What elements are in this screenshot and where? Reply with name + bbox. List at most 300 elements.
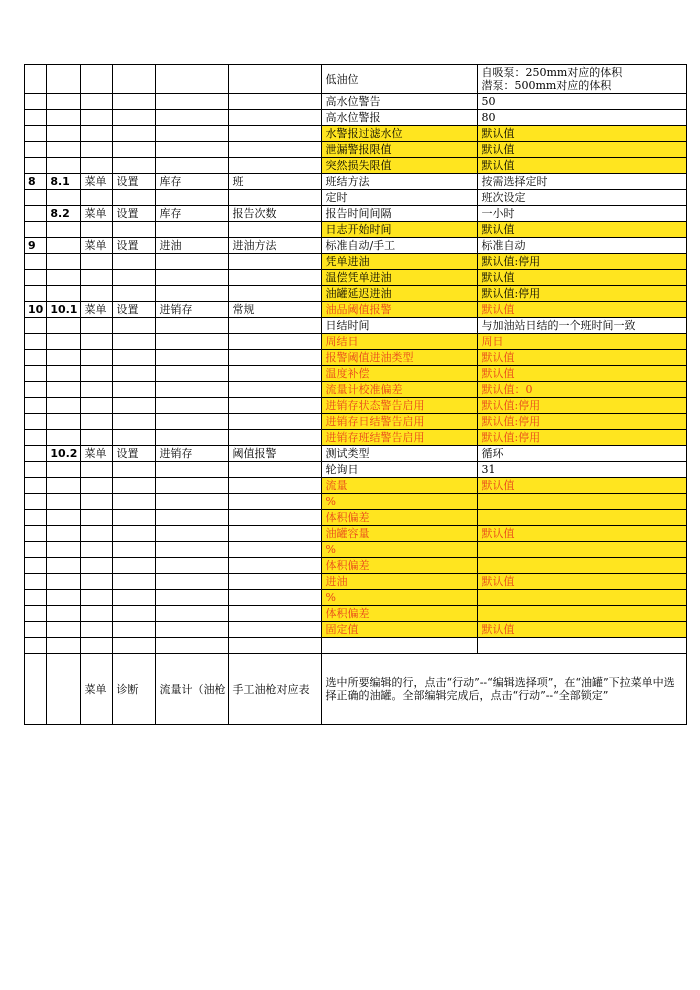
param-cell: 温偿凭单进油 [322, 270, 478, 286]
cell-col3 [113, 542, 156, 558]
cell-col3 [113, 462, 156, 478]
value-cell: 默认值 [478, 574, 687, 590]
table-row [25, 270, 687, 286]
cell-col1 [47, 478, 81, 494]
table-row [25, 302, 687, 318]
cell-col3: 设置 [113, 238, 156, 254]
cell-col5 [229, 622, 322, 638]
cell-col1 [47, 382, 81, 398]
table-row [25, 174, 687, 190]
cell-col5: 报告次数 [229, 206, 322, 222]
cell-col1 [47, 270, 81, 286]
cell-col4 [156, 254, 229, 270]
cell-col4 [156, 126, 229, 142]
cell-col3 [113, 126, 156, 142]
cell-col2 [81, 366, 113, 382]
value-cell: 默认值 [478, 478, 687, 494]
value-cell: 默认值 [478, 158, 687, 174]
value-cell [478, 606, 687, 622]
value-cell [478, 542, 687, 558]
table-row [25, 558, 687, 574]
cell-col0 [25, 350, 47, 366]
cell-col0 [25, 286, 47, 302]
cell-col4 [156, 414, 229, 430]
cell-col3 [113, 350, 156, 366]
cell-col1 [47, 238, 81, 254]
cell-col3 [113, 622, 156, 638]
cell-col4 [156, 334, 229, 350]
param-cell: 报告时间间隔 [322, 206, 478, 222]
param-cell: 日结时间 [322, 318, 478, 334]
cell-col4 [156, 398, 229, 414]
param-cell: 低油位 [322, 65, 478, 94]
cell-col2 [81, 526, 113, 542]
cell-col2 [81, 574, 113, 590]
param-cell: 水警报过滤水位 [322, 126, 478, 142]
cell-col0 [25, 526, 47, 542]
cell-col0: 10 [25, 302, 47, 318]
param-cell: 高水位警报 [322, 110, 478, 126]
cell-col5: 班 [229, 174, 322, 190]
cell-col1: 8.2 [47, 206, 81, 222]
cell-col2 [81, 110, 113, 126]
cell-col3: 设置 [113, 174, 156, 190]
cell-col2 [81, 270, 113, 286]
cell-col0 [25, 142, 47, 158]
param-cell: % [322, 590, 478, 606]
config-table [24, 64, 687, 725]
cell-col0 [25, 110, 47, 126]
cell-col5 [229, 286, 322, 302]
cell-col3 [113, 558, 156, 574]
param-cell: 班结方法 [322, 174, 478, 190]
cell-col3 [113, 526, 156, 542]
cell-col0 [25, 126, 47, 142]
cell-col2 [81, 398, 113, 414]
table-row [25, 478, 687, 494]
cell-col0 [25, 446, 47, 462]
cell-col2 [81, 334, 113, 350]
value-cell: 默认值 [478, 270, 687, 286]
cell-col4: 进销存 [156, 302, 229, 318]
table-row [25, 238, 687, 254]
value-cell: 默认值 [478, 622, 687, 638]
cell-col1 [47, 350, 81, 366]
cell-col2 [81, 222, 113, 238]
cell-col2 [81, 286, 113, 302]
cell-col4 [156, 510, 229, 526]
cell-col1 [47, 366, 81, 382]
cell-col5 [229, 65, 322, 94]
param-cell: 进销存日结警告启用 [322, 414, 478, 430]
cell-col4 [156, 142, 229, 158]
cell-col1: 10.2 [47, 446, 81, 462]
cell-col2 [81, 254, 113, 270]
cell-col5 [229, 462, 322, 478]
cell-col0 [25, 222, 47, 238]
instruction-note: 选中所要编辑的行，点击“行动”--“编辑选择项”，在“油罐”下拉菜单中选择正确的油罐。全部编辑完成后，点击“行动”--“全部锁定” [322, 654, 687, 725]
value-cell: 默认值 [478, 142, 687, 158]
cell-col1 [47, 110, 81, 126]
cell-col1 [47, 462, 81, 478]
cell-col4 [156, 190, 229, 206]
cell-col2 [81, 350, 113, 366]
value-cell: 50 [478, 94, 687, 110]
cell-col3: 设置 [113, 446, 156, 462]
cell-col4 [156, 542, 229, 558]
cell-col1 [47, 526, 81, 542]
cell-col2 [81, 558, 113, 574]
cell-col4 [156, 65, 229, 94]
cell-col1 [47, 334, 81, 350]
cell-col2 [81, 382, 113, 398]
cell-col5 [229, 350, 322, 366]
cell-col5 [229, 494, 322, 510]
cell-col4 [156, 366, 229, 382]
cell-col2 [81, 190, 113, 206]
cell-col0 [25, 622, 47, 638]
cell-col0: 8 [25, 174, 47, 190]
cell-col3 [113, 574, 156, 590]
table-row [25, 190, 687, 206]
value-cell: 默认值:停用 [478, 254, 687, 270]
cell-col5 [229, 334, 322, 350]
table-row [25, 446, 687, 462]
cell-col4: 流量计（油枪 [156, 654, 229, 725]
cell-col1 [47, 222, 81, 238]
value-cell: 默认值 [478, 366, 687, 382]
cell-col4 [156, 270, 229, 286]
param-cell: 油品阈值报警 [322, 302, 478, 318]
param-cell: 突然损失限值 [322, 158, 478, 174]
cell-col1 [47, 318, 81, 334]
table-row [25, 366, 687, 382]
cell-col4: 库存 [156, 206, 229, 222]
cell-col5 [229, 558, 322, 574]
param-cell: 油罐延迟进油 [322, 286, 478, 302]
param-cell: 周结日 [322, 334, 478, 350]
value-cell: 标准自动 [478, 238, 687, 254]
table-row [25, 254, 687, 270]
value-cell [478, 558, 687, 574]
cell-col3 [113, 478, 156, 494]
cell-col3 [113, 398, 156, 414]
cell-col3 [113, 414, 156, 430]
cell-col3: 诊断 [113, 654, 156, 725]
value-cell: 周日 [478, 334, 687, 350]
value-cell: 默认值:停用 [478, 430, 687, 446]
value-cell: 默认值 [478, 526, 687, 542]
cell-col1 [47, 414, 81, 430]
table-row [25, 334, 687, 350]
cell-col2 [81, 65, 113, 94]
cell-col3 [113, 190, 156, 206]
cell-col1 [47, 606, 81, 622]
cell-col0 [25, 65, 47, 94]
cell-col3 [113, 590, 156, 606]
table-body [25, 65, 687, 725]
cell-col4: 进油 [156, 238, 229, 254]
cell-col0 [25, 206, 47, 222]
cell-col0 [25, 366, 47, 382]
cell-col4 [156, 110, 229, 126]
table-row [25, 462, 687, 478]
value-cell: 一小时 [478, 206, 687, 222]
cell-col5: 手工油枪对应表 [229, 654, 322, 725]
cell-col5 [229, 254, 322, 270]
cell-col5 [229, 94, 322, 110]
cell-col5 [229, 606, 322, 622]
cell-col3 [113, 142, 156, 158]
value-cell: 默认值 [478, 222, 687, 238]
param-cell: 流量 [322, 478, 478, 494]
cell-col5 [229, 574, 322, 590]
cell-col5 [229, 158, 322, 174]
param-cell: 温度补偿 [322, 366, 478, 382]
cell-col2: 菜单 [81, 238, 113, 254]
param-cell: 泄漏警报限值 [322, 142, 478, 158]
cell-col4 [156, 494, 229, 510]
cell-col3 [113, 638, 156, 654]
cell-col0 [25, 190, 47, 206]
cell-col5 [229, 126, 322, 142]
cell-col3: 设置 [113, 302, 156, 318]
cell-col5: 阈值报警 [229, 446, 322, 462]
value-cell: 默认值 [478, 350, 687, 366]
cell-col5 [229, 270, 322, 286]
cell-col4 [156, 606, 229, 622]
cell-col3 [113, 110, 156, 126]
cell-col3 [113, 334, 156, 350]
cell-col2 [81, 622, 113, 638]
cell-col0 [25, 590, 47, 606]
cell-col4 [156, 318, 229, 334]
cell-col4 [156, 622, 229, 638]
cell-col1 [47, 65, 81, 94]
cell-col3 [113, 318, 156, 334]
param-cell: 高水位警告 [322, 94, 478, 110]
cell-col3 [113, 366, 156, 382]
param-cell: 进油 [322, 574, 478, 590]
cell-col1: 8.1 [47, 174, 81, 190]
param-cell [322, 638, 478, 654]
table-row [25, 142, 687, 158]
cell-col0 [25, 654, 47, 725]
param-cell: 体积偏差 [322, 606, 478, 622]
cell-col4 [156, 638, 229, 654]
value-cell: 默认值:停用 [478, 414, 687, 430]
cell-col4 [156, 286, 229, 302]
cell-col0 [25, 414, 47, 430]
cell-col1 [47, 398, 81, 414]
table-row [25, 398, 687, 414]
cell-col2 [81, 638, 113, 654]
cell-col2 [81, 158, 113, 174]
cell-col0 [25, 542, 47, 558]
cell-col4: 进销存 [156, 446, 229, 462]
param-cell: % [322, 494, 478, 510]
cell-col4 [156, 526, 229, 542]
param-cell: 油罐容量 [322, 526, 478, 542]
param-cell: 固定值 [322, 622, 478, 638]
value-cell [478, 510, 687, 526]
cell-col5 [229, 414, 322, 430]
table-row [25, 110, 687, 126]
cell-col0 [25, 398, 47, 414]
table-row [25, 158, 687, 174]
value-cell: 31 [478, 462, 687, 478]
table-row [25, 350, 687, 366]
cell-col1 [47, 94, 81, 110]
cell-col0 [25, 510, 47, 526]
param-cell: 进销存班结警告启用 [322, 430, 478, 446]
cell-col0 [25, 94, 47, 110]
cell-col2 [81, 462, 113, 478]
cell-col1 [47, 558, 81, 574]
cell-col4 [156, 462, 229, 478]
cell-col0: 9 [25, 238, 47, 254]
param-cell: % [322, 542, 478, 558]
cell-col2 [81, 590, 113, 606]
table-row [25, 574, 687, 590]
cell-col3 [113, 510, 156, 526]
param-cell: 体积偏差 [322, 558, 478, 574]
table-row [25, 606, 687, 622]
table-row [25, 382, 687, 398]
cell-col0 [25, 334, 47, 350]
cell-col2 [81, 510, 113, 526]
table-row [25, 526, 687, 542]
cell-col1 [47, 638, 81, 654]
param-cell: 体积偏差 [322, 510, 478, 526]
cell-col2: 菜单 [81, 654, 113, 725]
table-row [25, 126, 687, 142]
cell-col3 [113, 430, 156, 446]
cell-col1 [47, 126, 81, 142]
cell-col5 [229, 638, 322, 654]
cell-col3 [113, 494, 156, 510]
cell-col2 [81, 126, 113, 142]
spreadsheet [24, 64, 687, 725]
cell-col5 [229, 430, 322, 446]
param-cell: 报警阈值进油类型 [322, 350, 478, 366]
cell-col5: 进油方法 [229, 238, 322, 254]
table-row [25, 65, 687, 94]
table-row [25, 654, 687, 725]
table-row [25, 222, 687, 238]
cell-col5 [229, 366, 322, 382]
table-row [25, 622, 687, 638]
value-cell [478, 638, 687, 654]
cell-col1 [47, 590, 81, 606]
cell-col0 [25, 638, 47, 654]
table-row [25, 414, 687, 430]
cell-col3 [113, 94, 156, 110]
cell-col5 [229, 398, 322, 414]
cell-col1 [47, 430, 81, 446]
value-cell: 80 [478, 110, 687, 126]
cell-col1 [47, 654, 81, 725]
cell-col5: 常规 [229, 302, 322, 318]
cell-col3 [113, 606, 156, 622]
cell-col0 [25, 606, 47, 622]
cell-col0 [25, 430, 47, 446]
cell-col0 [25, 574, 47, 590]
table-row [25, 430, 687, 446]
value-cell: 默认值 [478, 126, 687, 142]
value-cell: 默认值 [478, 302, 687, 318]
value-cell: 默认值:停用 [478, 398, 687, 414]
table-row [25, 318, 687, 334]
cell-col5 [229, 142, 322, 158]
cell-col1 [47, 254, 81, 270]
table-row [25, 494, 687, 510]
cell-col2 [81, 414, 113, 430]
cell-col1 [47, 158, 81, 174]
cell-col3 [113, 270, 156, 286]
table-row [25, 638, 687, 654]
cell-col5 [229, 526, 322, 542]
cell-col1 [47, 574, 81, 590]
cell-col2 [81, 494, 113, 510]
cell-col2: 菜单 [81, 446, 113, 462]
cell-col0 [25, 318, 47, 334]
cell-col4 [156, 574, 229, 590]
cell-col2: 菜单 [81, 206, 113, 222]
table-row [25, 206, 687, 222]
cell-col4 [156, 590, 229, 606]
param-cell: 轮询日 [322, 462, 478, 478]
value-cell: 与加油站日结的一个班时间一致 [478, 318, 687, 334]
cell-col4 [156, 350, 229, 366]
cell-col0 [25, 270, 47, 286]
cell-col5 [229, 510, 322, 526]
cell-col4: 库存 [156, 174, 229, 190]
cell-col2 [81, 542, 113, 558]
cell-col1: 10.1 [47, 302, 81, 318]
cell-col0 [25, 158, 47, 174]
param-cell: 定时 [322, 190, 478, 206]
table-row [25, 94, 687, 110]
cell-col4 [156, 558, 229, 574]
value-cell: 默认值：0 [478, 382, 687, 398]
cell-col0 [25, 494, 47, 510]
param-cell: 进销存状态警告启用 [322, 398, 478, 414]
cell-col1 [47, 542, 81, 558]
cell-col2 [81, 478, 113, 494]
cell-col1 [47, 190, 81, 206]
param-cell: 凭单进油 [322, 254, 478, 270]
param-cell: 测试类型 [322, 446, 478, 462]
cell-col3 [113, 65, 156, 94]
cell-col2: 菜单 [81, 174, 113, 190]
cell-col5 [229, 190, 322, 206]
cell-col2 [81, 318, 113, 334]
cell-col4 [156, 478, 229, 494]
cell-col0 [25, 558, 47, 574]
cell-col0 [25, 478, 47, 494]
cell-col5 [229, 110, 322, 126]
cell-col0 [25, 462, 47, 478]
cell-col5 [229, 478, 322, 494]
cell-col2: 菜单 [81, 302, 113, 318]
table-row [25, 542, 687, 558]
value-cell [478, 590, 687, 606]
cell-col5 [229, 382, 322, 398]
param-cell: 日志开始时间 [322, 222, 478, 238]
cell-col4 [156, 222, 229, 238]
cell-col4 [156, 430, 229, 446]
